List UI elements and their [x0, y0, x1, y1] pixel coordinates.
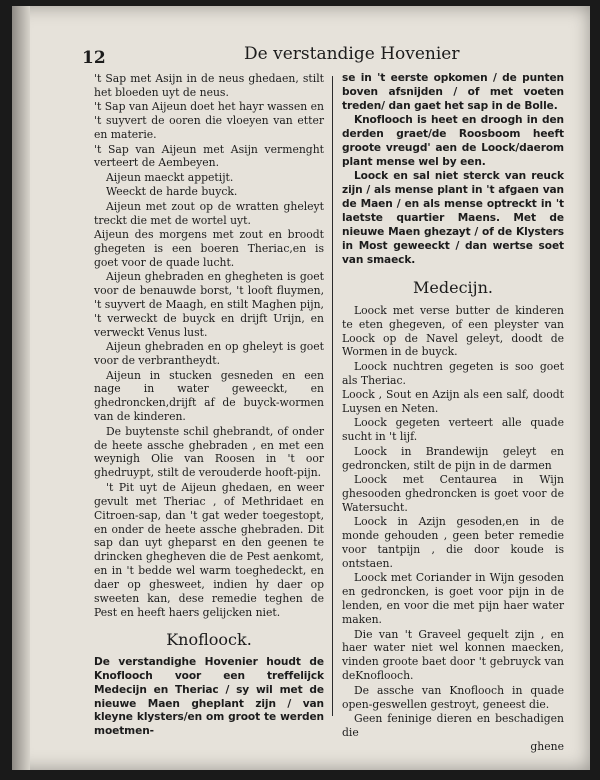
left-column — [94, 72, 324, 740]
page-spine-shadow — [12, 6, 30, 770]
paragraph: Loock , Sout en Azijn als een salf, doodt Luysen en Neten. — [342, 388, 564, 416]
paragraph: Loock met verse butter de kinderen te eten ghegeven, of een pleyster van Loock op de Navel geleyt, doodt de Wormen in de buyck. — [342, 303, 564, 359]
paragraph: 't Sap van Aijeun met Asijn vermenght verteert de Aembeyen. — [94, 142, 324, 170]
catchword: ghene — [530, 740, 564, 754]
gothic-paragraph: Loock en sal niet sterck van reuck zijn / als mense plant in 't afgaen van de Maen / en als mense optreckt in 't laetste quartier Maens. Met de nieuwe Maen ghezayt / of de Klysters in Most geweeckt / dan wertse soet van smaeck. — [342, 170, 564, 266]
paragraph: Loock in Brandewijn geleyt en gedroncken, stilt de pijn in de darmen — [342, 444, 564, 472]
paragraph: 't Sap met Asijn in de neus ghedaen, stilt het bloeden uyt de neus. — [94, 72, 324, 99]
paragraph: De assche van Knoflooch in quade open-geswellen gestroyt, geneest die. — [342, 683, 564, 711]
column-rule — [332, 76, 333, 716]
book-page — [12, 6, 590, 770]
paragraph: Aijeun in stucken gesneden en een nage in water geweeckt, en ghedroncken,drijft af de buyck-wormen van de kinderen. — [94, 368, 324, 424]
paragraph: Die van 't Graveel gequelt zijn , en haer water niet wel konnen maecken, vinden groote baet door 't gebruyck van deKnoflooch. — [342, 627, 564, 683]
paragraph: Loock nuchtren gegeten is soo goet als Theriac. — [342, 359, 564, 387]
paragraph: Aijeun met zout op de wratten gheleyt treckt die met de wortel uyt. — [94, 199, 324, 227]
gothic-paragraph: De verstandighe Hovenier houdt de Knoflooch voor een treffelijck Medecijn en Theriac / sy wil met de nieuwe Maen gheplant zijn / van kleyne klysters/en om groot te werden moetmen- — [94, 655, 324, 738]
paragraph: Loock met Centaurea in Wijn ghesooden ghedroncken is goet voor de Watersucht. — [342, 473, 564, 514]
paragraph: Aijeun maeckt appetijt. — [106, 170, 234, 184]
section-heading: Medecijn. — [413, 277, 493, 297]
paragraph: 't Pit uyt de Aijeun ghedaen, en weer gevult met Theriac , of Methridaet en Citroen-sap, dan 't gat weder toegestopt, en onder de heete assche ghebraden. Dit sap dan uyt gheparst en den geenen te drincken ghegheven die de Pest aenkomt, en in 't bedde wel warm toeghedeckt, en daer op ghesweet, indien hy daer op sweeten kan, dese remedie teghen de Pest en heeft haers gelijcken niet. — [94, 480, 324, 619]
paragraph: Aijeun des morgens met zout en broodt ghegeten is een boeren Theriac,en is goet voor de quade lucht. — [94, 227, 324, 269]
gothic-paragraph: Knoflooch is heet en droogh in den derden graet/de Roosboom heeft groote vreugd' aen de Loock/daerom plant mense wel by een. — [342, 114, 564, 168]
paragraph: Loock met Coriander in Wijn gesoden en gedroncken, is goet voor pijn in de lenden, en voor die met pijn haer water maken. — [342, 571, 564, 627]
paragraph: Aijeun ghebraden en op gheleyt is goet voor de verbrantheydt. — [94, 340, 324, 368]
right-column — [342, 72, 564, 754]
paragraph: Geen feninige dieren en beschadigen die — [342, 711, 564, 739]
running-head: De verstandige Hovenier — [244, 44, 460, 64]
paragraph: Loock in Azijn gesoden,en in de monde gehouden , geen beter remedie voor tantpijn , die door koude is ontstaen. — [342, 515, 564, 570]
paragraph: Weeckt de harde buyck. — [106, 185, 238, 199]
page-number: 12 — [82, 48, 106, 68]
paragraph: 't Sap van Aijeun doet het hayr wassen en 't suyvert de ooren die vloeyen van etter en materie. — [94, 100, 324, 142]
paragraph: Aijeun ghebraden en ghegheten is goet voor de benauwde borst, 't looft fluymen, 't suyvert de Maagh, en stilt Maghen pijn, 't verweckt de buyck en drijft Urijn, en verweckt Venus lust. — [94, 270, 324, 339]
gothic-paragraph: se in 't eerste opkomen / de punten boven afsnijden / of met voeten treden/ dan gaet het sap in de Bolle. — [342, 72, 564, 112]
paragraph: Loock gegeten verteert alle quade sucht in 't lijf. — [342, 416, 564, 444]
paragraph: De buytenste schil ghebrandt, of onder de heete assche ghebraden , en met een weynigh Olie van Roosen in 't oor ghedruypt, stilt de verouderde hooft-pijn. — [94, 424, 324, 480]
section-heading: Knofloock. — [166, 629, 252, 649]
